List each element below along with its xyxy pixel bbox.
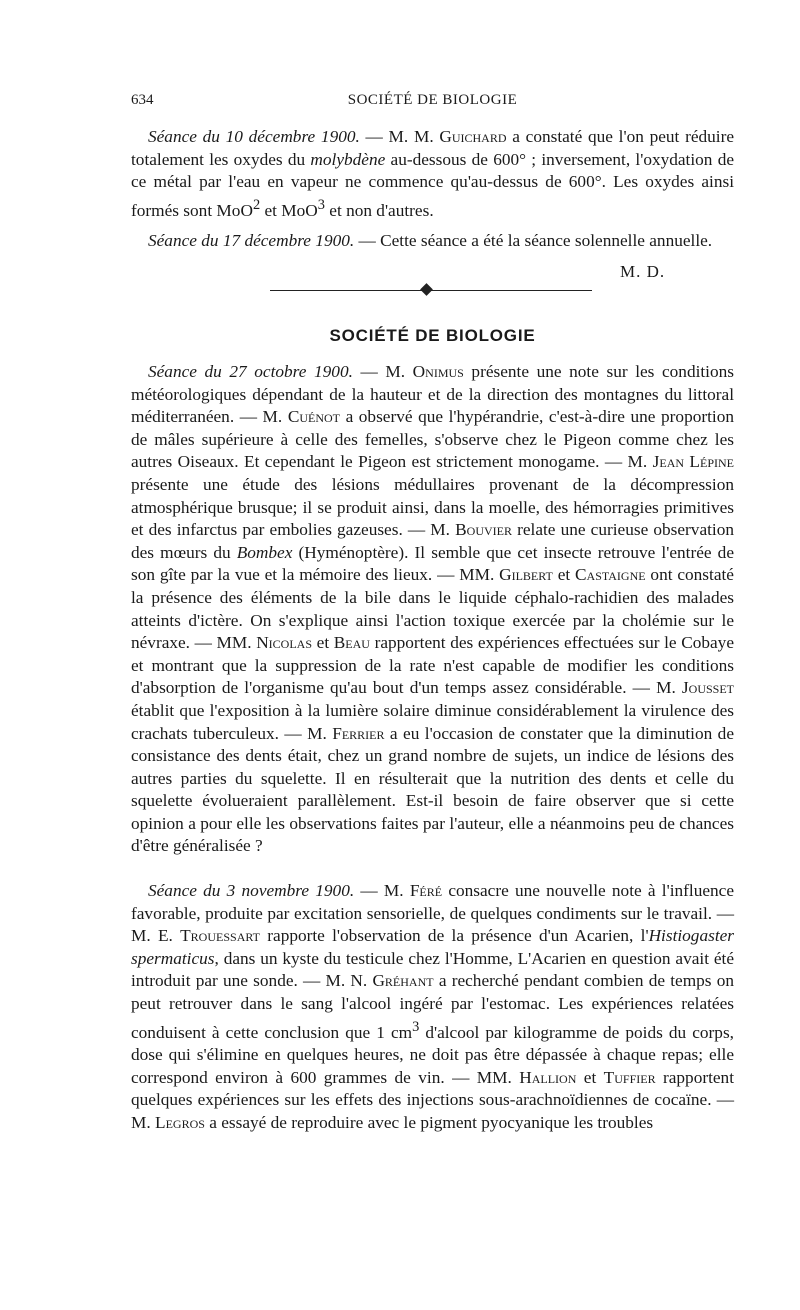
- seance-date: Séance du 27 octobre 1900.: [148, 362, 353, 381]
- author-name: Legros: [155, 1112, 205, 1132]
- author-name: Jean Lépine: [652, 452, 734, 472]
- paragraph-seance-17-decembre: Séance du 17 décembre 1900. — Cette séance a été la séance solennelle annuelle.: [148, 231, 713, 250]
- author-name: Hallion: [519, 1067, 577, 1087]
- author-name: Gilbert: [499, 565, 553, 585]
- page-number: 634: [131, 92, 154, 108]
- seance-date: Séance du 17 décembre 1900.: [148, 231, 355, 250]
- section-title: SOCIÉTÉ DE BIOLOGIE: [329, 326, 536, 345]
- author-name: Gréhant: [372, 971, 434, 991]
- seance-date: Séance du 10 décembre 1900.: [148, 127, 360, 146]
- author-name: Beau: [333, 633, 370, 653]
- section-divider: [270, 290, 592, 292]
- author-name: Ferrier: [332, 723, 385, 743]
- diamond-ornament-icon: [420, 283, 433, 296]
- author-name: Bouvier: [455, 520, 512, 540]
- author-name: Tuffier: [603, 1067, 656, 1087]
- author-name: Cuénot: [287, 407, 340, 427]
- running-head: [131, 92, 734, 114]
- author-name: Guichard: [439, 127, 507, 146]
- paragraph-seance-3-novembre: Séance du 3 novembre 1900. — M. Féré consacre une nouvelle note à l'influence favorable, produite par excitation sensorielle, de quelques condiments sur le travail. — M. E. Trouessart rapporte l'observation de la présence d'un Acarien, l'Histiogaster spermaticus, dans un kyste du testicule chez l'Homme, L'Acarien en question avait été introduit par une sonde. — M. N. Gréhant a recherché pendant combien de temps on peut retrouver dans le sang l'alcool ingéré par l'estomac. Les expériences relatées conduisent à cette conclusion que 1 $cm^3$ d'alcool par kilogramme de poids du corps, dose qui s'élimine en quelques heures, ne doit pas être dépassée à chaque repas; elle correspond environ à 600 grammes de vin. — MM. Hallion et Tuffier rapportent quelques expériences sur les effets des injections sous-arachnoïdiennes de cocaïne. — M. Legros a essayé de reproduire avec le pigment pyocyanique les troubles: [131, 881, 735, 1132]
- seance-date: Séance du 3 novembre 1900.: [148, 881, 355, 900]
- author-name: Trouessart: [180, 926, 260, 946]
- paragraph-seance-10-decembre: Séance du 10 décembre 1900. — M. M. Guichard a constaté que l'on peut réduire totalement les oxydes du molybdène au-dessous de 600° ; inversement, l'oxydation de ce métal par l'eau en vapeur ne commence qu'au-dessus de 600°. Les oxydes ainsi formés sont MoO$^2$ et MoO$^3$ et non d'autres.: [131, 127, 735, 220]
- author-name: Castaigne: [575, 565, 646, 585]
- author-name: Nicolas: [256, 633, 313, 653]
- author-name: Féré: [409, 881, 443, 900]
- signature: M. D.: [620, 262, 666, 281]
- running-title: SOCIÉTÉ DE BIOLOGIE: [347, 92, 518, 108]
- paragraph-seance-27-octobre: Séance du 27 octobre 1900. — M. Onimus présente une note sur les conditions météorologiques dépendant de la hauteur et de la direction des montagnes du littoral méditerranéen. — M. Cuénot a observé que l'hypérandrie, c'est-à-dire une proportion de mâles supérieure à celle des femelles, s'observe chez le Pigeon comme chez les autres Oiseaux. Et cependant le Pigeon est strictement monogame. — M. Jean Lépine présente une étude des lésions médullaires provenant de la décompression atmosphérique brusque; il se produit ainsi, dans la moelle, des hémorragies primitives et des infarctus par embolies gazeuses. — M. Bouvier relate une curieuse observation des mœurs du Bombex (Hyménoptère). Il semble que cet insecte retrouve l'entrée de son gîte par la vue et la mémoire des lieux. — MM. Gilbert et Castaigne ont constaté la présence des éléments de la bile dans le liquide céphalo-rachidien des malades atteints d'ictère. On s'explique ainsi l'action toxique exercée par la cholémie sur le névraxe. — MM. Nicolas et Beau rapportent des expériences effectuées sur le Cobaye et montrant que la suppression de la rate n'est capable de modifier les conditions d'absorption de l'organisme qu'au bout d'un temps assez considérable. — M. Jousset établit que l'exposition à la lumière solaire diminue considérablement la virulence des crachats tuberculeux. — M. Ferrier a eu l'occasion de constater que la diminution de consistance des dents était, chez un grand nombre de sujets, un indice de lésions des autres parties du squelette. Il en résulterait que la nutrition des dents et celle du squelette évolueraient parallèlement. Est-il besoin de faire observer que si cette opinion a pour elle les observations faites par l'auteur, elle a néanmoins peu de chances d'être généralisée ?: [131, 362, 734, 856]
- author-name: Jousset: [681, 678, 734, 698]
- author-name: Onimus: [412, 362, 464, 381]
